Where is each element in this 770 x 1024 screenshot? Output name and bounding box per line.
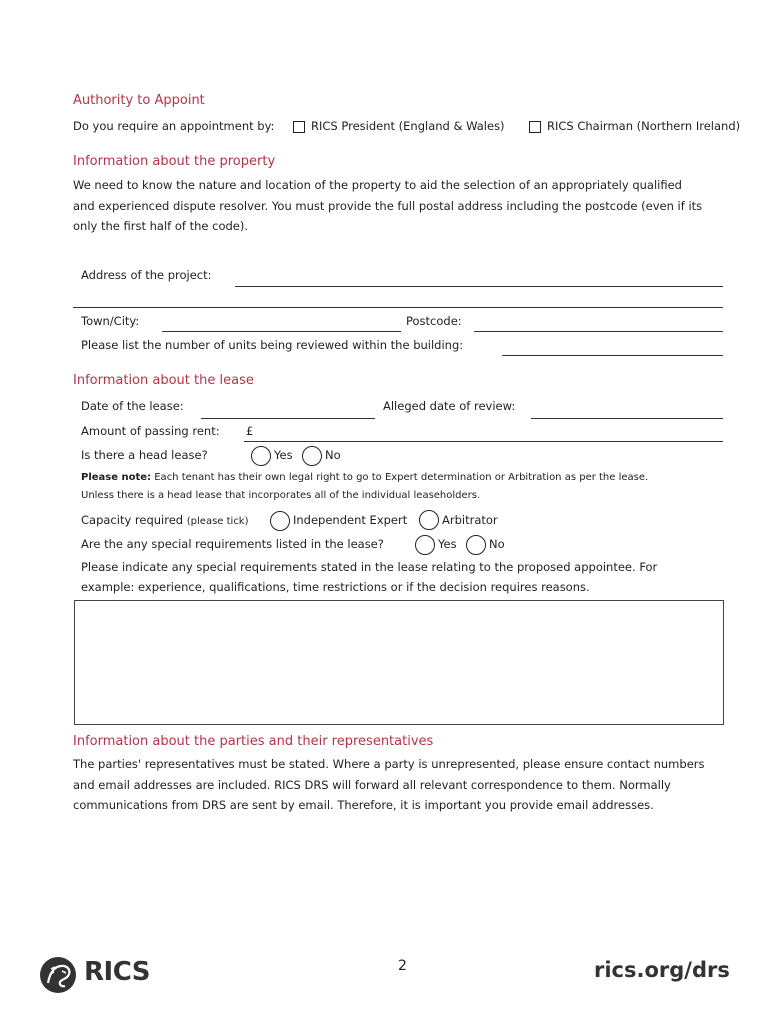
lease-date-label: Date of the lease: — [81, 399, 184, 413]
special-yes-radio[interactable] — [415, 535, 435, 555]
president-label: RICS President (England & Wales) — [311, 119, 505, 133]
appointment-question: Do you require an appointment by: — [73, 119, 275, 133]
address-field-line2[interactable] — [73, 307, 723, 308]
page-number: 2 — [398, 958, 407, 974]
special-req-label: Are the any special requirements listed in the lease? — [81, 537, 384, 551]
chairman-checkbox[interactable] — [529, 121, 541, 133]
capacity-text: Capacity required — [81, 513, 184, 527]
president-checkbox[interactable] — [293, 121, 305, 133]
head-lease-no-label: No — [325, 448, 341, 462]
parties-line3: communications from DRS are sent by email. Therefore, it is important you provide email addresses. — [73, 798, 654, 812]
lease-date-field[interactable] — [201, 418, 375, 419]
website-link[interactable]: rics.org/drs — [594, 958, 730, 982]
address-label: Address of the project: — [81, 268, 212, 282]
town-field[interactable] — [162, 331, 401, 332]
rent-field[interactable] — [244, 441, 723, 442]
special-yes-label: Yes — [438, 537, 457, 551]
property-intro-1: We need to know the nature and location of the property to aid the selection of an appropriately qualified — [73, 178, 682, 192]
expert-radio[interactable] — [270, 511, 290, 531]
parties-heading: Information about the parties and their representatives — [73, 734, 434, 749]
indicate-line1: Please indicate any special requirements stated in the lease relating to the proposed appointee. For — [81, 560, 658, 574]
special-no-label: No — [489, 537, 505, 551]
special-requirements-textarea[interactable] — [74, 600, 724, 725]
address-field-line1[interactable] — [235, 286, 723, 287]
parties-line2: and email addresses are included. RICS DRS will forward all relevant correspondence to them. Normally — [73, 778, 671, 792]
note-text: Each tenant has their own legal right to go to Expert determination or Arbitration as per the lease. — [151, 472, 649, 483]
head-lease-yes-radio[interactable] — [251, 446, 271, 466]
capacity-label — [81, 513, 249, 527]
town-label: Town/City: — [81, 314, 140, 328]
postcode-label: Postcode: — [406, 314, 462, 328]
head-lease-no-radio[interactable] — [302, 446, 322, 466]
review-date-field[interactable] — [531, 418, 723, 419]
indicate-line2: example: experience, qualifications, time restrictions or if the decision requires reasons. — [81, 580, 590, 594]
arbitrator-label: Arbitrator — [442, 513, 498, 527]
note-bold: Please note: — [81, 472, 152, 483]
note-line1 — [81, 472, 648, 483]
property-intro-2: and experienced dispute resolver. You must provide the full postal address including the postcode (even if its — [73, 199, 703, 213]
review-date-label: Alleged date of review: — [383, 399, 516, 413]
units-label: Please list the number of units being reviewed within the building: — [81, 338, 464, 352]
capacity-hint: (please tick) — [186, 516, 249, 527]
arbitrator-radio[interactable] — [419, 510, 439, 530]
parties-line1: The parties' representatives must be stated. Where a party is unrepresented, please ensure contact numbers — [73, 757, 705, 771]
lease-heading: Information about the lease — [73, 373, 254, 388]
rent-label: Amount of passing rent: — [81, 424, 220, 438]
expert-label: Independent Expert — [293, 513, 408, 527]
authority-heading: Authority to Appoint — [73, 93, 205, 108]
chairman-label: RICS Chairman (Northern Ireland) — [547, 119, 741, 133]
head-lease-label: Is there a head lease? — [81, 448, 208, 462]
property-intro-3: only the first half of the code). — [73, 219, 249, 233]
property-heading: Information about the property — [73, 154, 276, 169]
postcode-field[interactable] — [474, 331, 723, 332]
rics-lion-logo-icon — [38, 955, 78, 995]
currency-symbol: £ — [246, 424, 254, 438]
units-field[interactable] — [502, 355, 723, 356]
head-lease-yes-label: Yes — [274, 448, 293, 462]
note-line2: Unless there is a head lease that incorporates all of the individual leaseholders. — [81, 490, 481, 501]
rics-logo-text: RICS — [84, 957, 150, 987]
special-no-radio[interactable] — [466, 535, 486, 555]
